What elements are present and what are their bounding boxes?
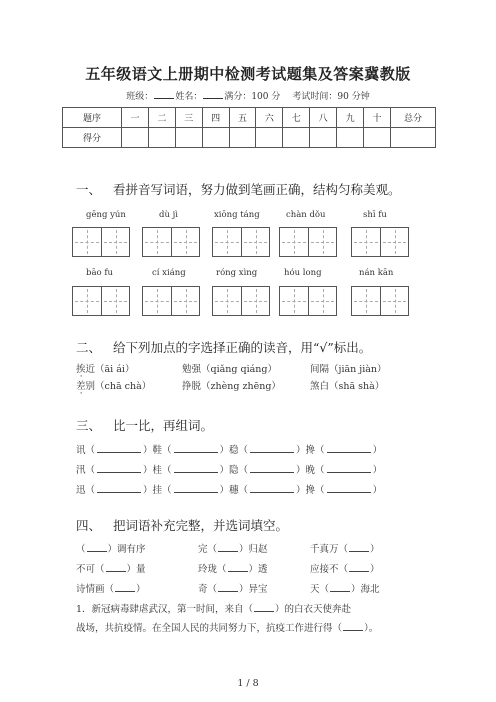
idiom-item: 奇（ ）异宝 bbox=[198, 584, 268, 595]
name-blank bbox=[203, 90, 223, 99]
answer-blank[interactable] bbox=[327, 483, 371, 493]
score-header-cell: 总分 bbox=[391, 108, 436, 128]
pronunciation-row-2 bbox=[76, 378, 436, 392]
section-title: 比一比，再组词。 bbox=[113, 418, 214, 433]
idiom-row-3 bbox=[76, 581, 436, 595]
answer-blank[interactable] bbox=[174, 483, 218, 493]
writing-box[interactable] bbox=[351, 227, 409, 257]
writing-box[interactable] bbox=[279, 227, 337, 257]
answer-blank[interactable] bbox=[97, 443, 141, 453]
answer-blank[interactable] bbox=[349, 542, 369, 552]
section-number: 四、 bbox=[76, 518, 102, 533]
score-header-cell: 二 bbox=[148, 108, 175, 128]
pinyin: dù jì bbox=[159, 210, 178, 220]
pinyin: shī fu bbox=[363, 210, 387, 220]
answer-blank[interactable] bbox=[87, 542, 107, 552]
score-row-label: 得分 bbox=[63, 128, 122, 148]
pinyin: xiōng táng bbox=[214, 210, 260, 220]
writing-box[interactable] bbox=[212, 227, 270, 257]
name-label: 姓名： bbox=[175, 92, 203, 102]
class-blank bbox=[154, 90, 174, 99]
answer-blank[interactable] bbox=[174, 463, 218, 473]
answer-blank[interactable] bbox=[106, 562, 126, 572]
section-3-heading bbox=[76, 416, 213, 434]
word-compare-row: 讯（ ）鞋（ ）稳（ ）搀（ ） bbox=[76, 445, 383, 456]
section-1-heading bbox=[76, 180, 401, 198]
answer-blank[interactable] bbox=[97, 483, 141, 493]
full-score: 满分：100 分 bbox=[224, 92, 281, 102]
answer-blank[interactable] bbox=[228, 562, 248, 572]
idiom-item: 天（ ）海北 bbox=[310, 584, 380, 595]
writing-grid-row-2 bbox=[72, 286, 432, 316]
page-number: 1 / 8 bbox=[237, 678, 259, 689]
score-cell[interactable] bbox=[175, 128, 202, 148]
section-number: 二、 bbox=[76, 340, 102, 355]
score-header-cell: 六 bbox=[256, 108, 283, 128]
score-header-cell: 五 bbox=[229, 108, 256, 128]
writing-box[interactable] bbox=[142, 286, 200, 316]
answer-blank[interactable] bbox=[115, 582, 135, 592]
writing-box[interactable] bbox=[72, 286, 130, 316]
score-header-cell: 十 bbox=[364, 108, 391, 128]
score-table-header-row bbox=[63, 108, 436, 128]
section-title: 把词语补充完整，并选词填空。 bbox=[113, 518, 289, 533]
score-cell[interactable] bbox=[122, 128, 149, 148]
idiom-item: 应接不（ ） bbox=[310, 564, 380, 575]
pinyin: cí xiáng bbox=[152, 268, 186, 278]
score-header-cell: 一 bbox=[122, 108, 149, 128]
pinyin: bāo fu bbox=[86, 268, 113, 278]
score-header-cell: 八 bbox=[310, 108, 337, 128]
writing-box[interactable] bbox=[72, 227, 130, 257]
score-table bbox=[62, 107, 436, 148]
exam-info bbox=[0, 89, 496, 102]
answer-blank[interactable] bbox=[250, 483, 294, 493]
answer-blank[interactable] bbox=[250, 443, 294, 453]
answer-blank[interactable] bbox=[254, 602, 274, 612]
answer-blank[interactable] bbox=[327, 443, 371, 453]
answer-blank[interactable] bbox=[349, 562, 369, 572]
idiom-item: 不可（ ）量 bbox=[76, 564, 146, 575]
pronunciation-item[interactable]: 间隔（jiān jiàn） bbox=[310, 364, 387, 375]
score-cell[interactable] bbox=[310, 128, 337, 148]
idiom-item: 玲珑（ ）透 bbox=[198, 564, 268, 575]
score-cell[interactable] bbox=[229, 128, 256, 148]
word-compare-row: 汛（ ）桂（ ）隐（ ）晚（ ） bbox=[76, 465, 383, 476]
score-cell[interactable] bbox=[337, 128, 364, 148]
idiom-row-2 bbox=[76, 561, 436, 575]
writing-box[interactable] bbox=[212, 286, 270, 316]
idiom-item: （ ）调有序 bbox=[76, 544, 146, 555]
score-header-cell: 七 bbox=[283, 108, 310, 128]
question-1-line-2: 战场，共抗疫情。在全国人民的共同努力下，抗疫工作进行得（ ）。 bbox=[76, 623, 379, 634]
answer-blank[interactable] bbox=[343, 621, 363, 631]
pinyin: hóu long bbox=[284, 268, 322, 278]
exam-time: 考试时间：90 分钟 bbox=[292, 92, 370, 102]
answer-blank[interactable] bbox=[174, 443, 218, 453]
idiom-item: 千真万（ ） bbox=[310, 544, 380, 555]
section-number: 一、 bbox=[76, 182, 102, 197]
idiom-item: 诗情画（ ） bbox=[76, 584, 146, 595]
document-title: 五年级语文上册期中检测考试题集及答案冀教版 bbox=[85, 65, 411, 83]
answer-blank[interactable] bbox=[97, 463, 141, 473]
score-header-cell: 九 bbox=[337, 108, 364, 128]
pinyin: chàn dǒu bbox=[286, 210, 326, 220]
pinyin: nán kān bbox=[359, 268, 394, 278]
pronunciation-item[interactable]: 煞白（shā shà） bbox=[310, 381, 385, 392]
score-cell[interactable] bbox=[391, 128, 436, 148]
score-header-cell: 题序 bbox=[63, 108, 122, 128]
idiom-item: 完（ ）归赵 bbox=[198, 544, 268, 555]
score-cell[interactable] bbox=[202, 128, 229, 148]
section-title: 给下列加点的字选择正确的读音，用“√”标出。 bbox=[113, 340, 372, 355]
pinyin-row-1 bbox=[72, 210, 432, 222]
pronunciation-item[interactable]: 挨近（āi ái） bbox=[76, 364, 135, 375]
word-compare-row: 迅（ ）挂（ ）穗（ ）搀（ ） bbox=[76, 485, 383, 496]
pronunciation-item[interactable]: 挣脱（zhèng zhēng） bbox=[182, 381, 281, 392]
pinyin: róng xìng bbox=[216, 268, 258, 278]
score-cell[interactable] bbox=[283, 128, 310, 148]
pronunciation-item[interactable]: 勉强（qiǎng qiáng） bbox=[182, 364, 277, 375]
writing-box[interactable] bbox=[351, 286, 409, 316]
answer-blank[interactable] bbox=[327, 463, 371, 473]
answer-blank[interactable] bbox=[218, 582, 238, 592]
section-number: 三、 bbox=[76, 418, 102, 433]
section-4-heading bbox=[76, 516, 288, 534]
question-1-line-1: 1．新冠病毒肆虐武汉，第一时间，来自（ ）的白衣天使奔赴 bbox=[76, 604, 352, 615]
score-cell[interactable] bbox=[148, 128, 175, 148]
pronunciation-item[interactable]: 差别（chā chà） bbox=[76, 381, 152, 392]
score-cell[interactable] bbox=[364, 128, 391, 148]
class-label: 班级： bbox=[126, 92, 154, 102]
answer-blank[interactable] bbox=[250, 463, 294, 473]
score-table-score-row bbox=[63, 128, 436, 148]
score-header-cell: 三 bbox=[175, 108, 202, 128]
pronunciation-row-1 bbox=[76, 361, 436, 375]
writing-box[interactable] bbox=[142, 227, 200, 257]
pinyin-row-2 bbox=[72, 268, 432, 280]
score-cell[interactable] bbox=[256, 128, 283, 148]
section-2-heading bbox=[76, 338, 371, 356]
section-title: 看拼音写词语，努力做到笔画正确，结构匀称美观。 bbox=[113, 182, 401, 197]
writing-grid-row-1 bbox=[72, 227, 432, 257]
answer-blank[interactable] bbox=[218, 542, 238, 552]
pinyin: gēng yún bbox=[86, 210, 126, 220]
score-header-cell: 四 bbox=[202, 108, 229, 128]
writing-box[interactable] bbox=[279, 286, 337, 316]
answer-blank[interactable] bbox=[330, 582, 350, 592]
idiom-row-1 bbox=[76, 541, 436, 555]
